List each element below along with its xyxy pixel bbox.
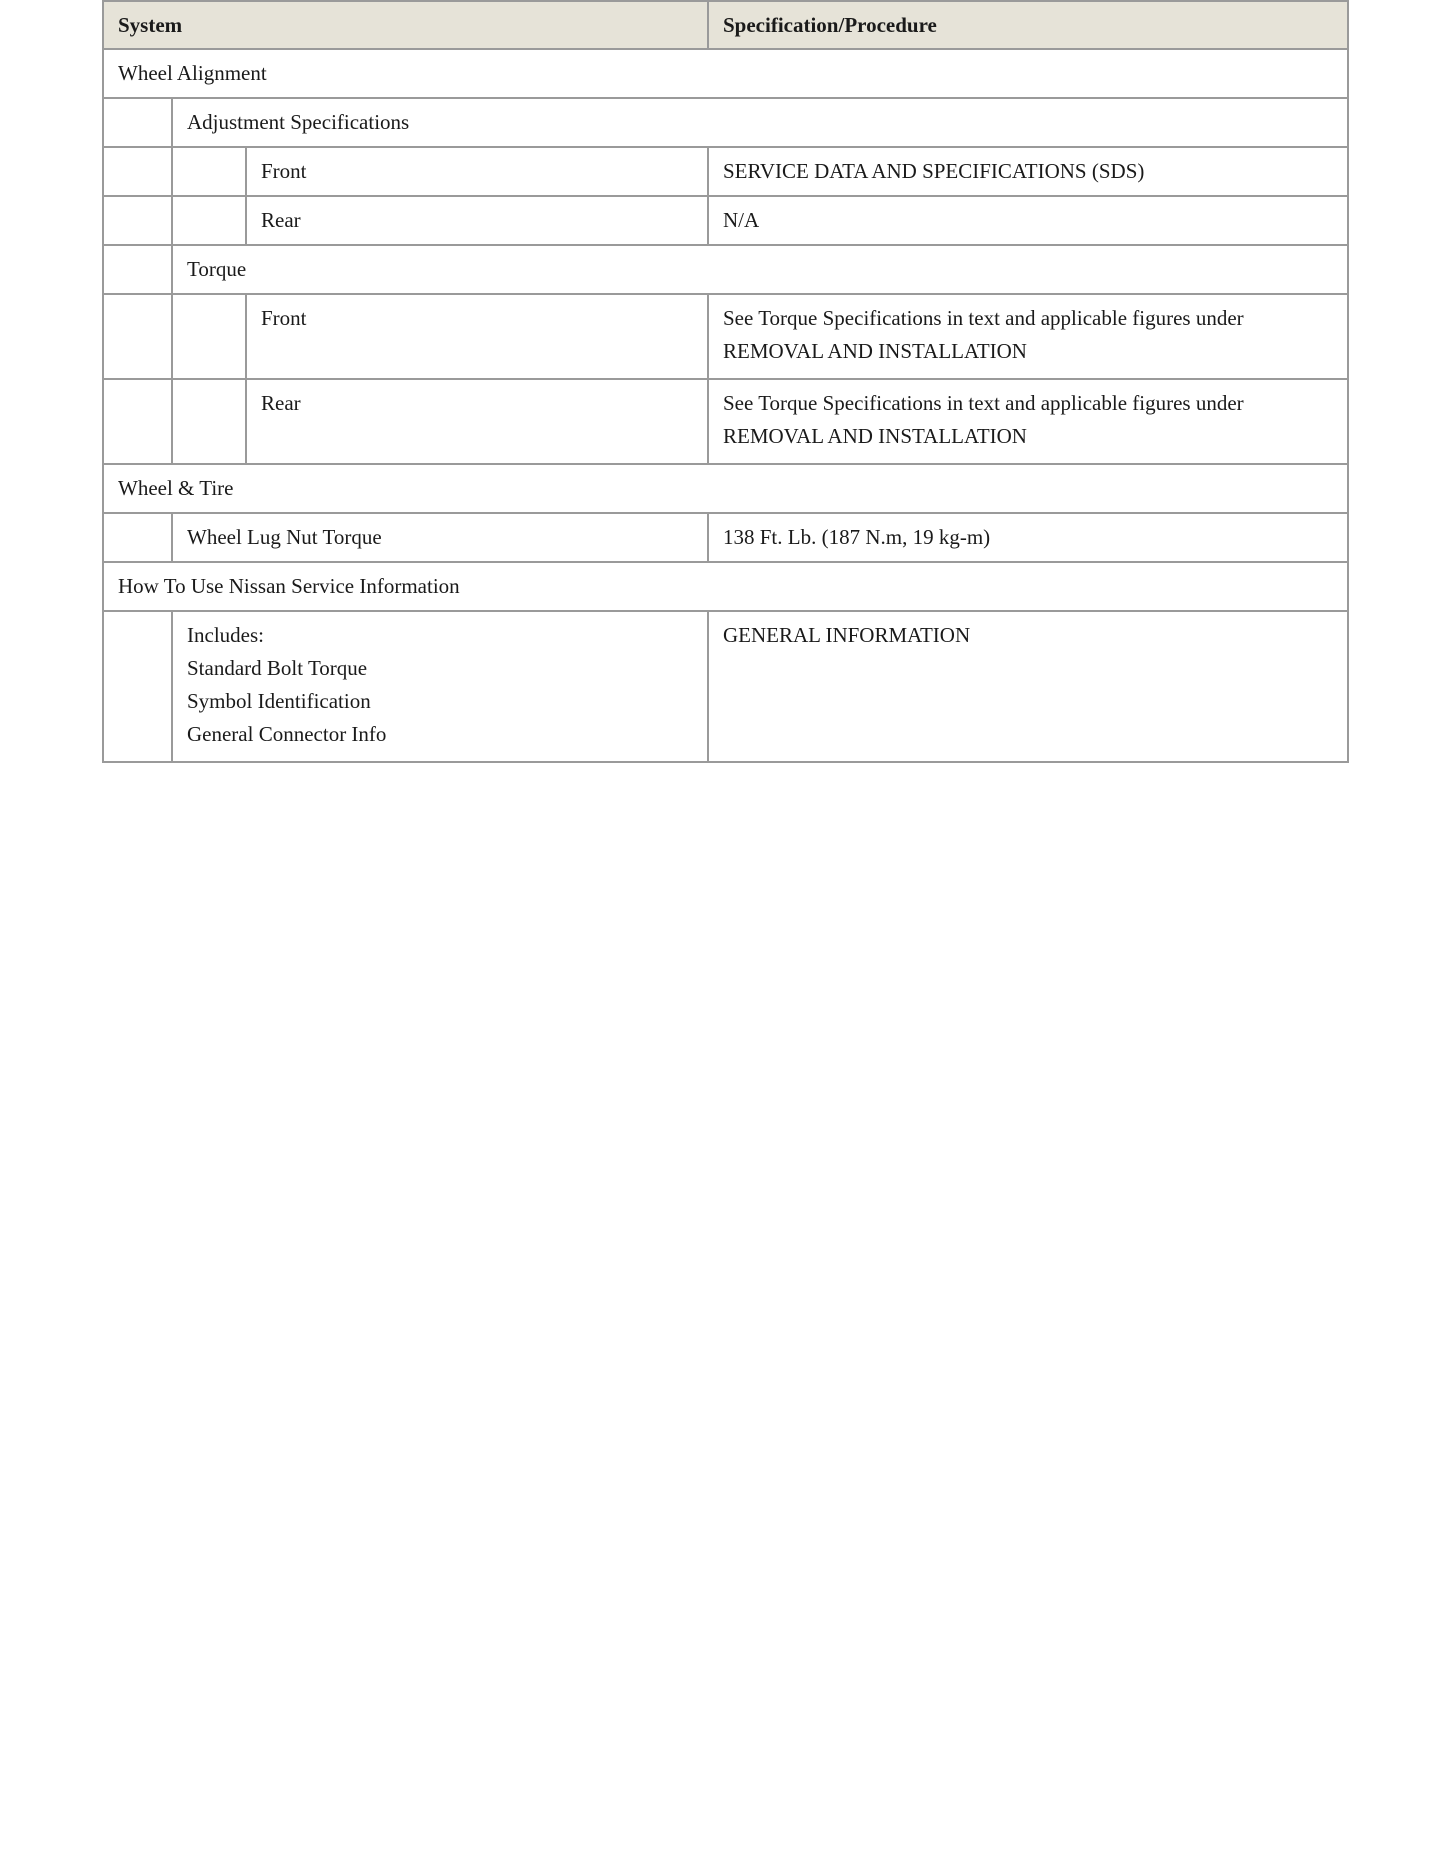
section-wheel-tire: Wheel & Tire	[103, 464, 1348, 513]
table-row	[103, 245, 1348, 294]
indent-cell	[103, 379, 172, 464]
indent-cell	[172, 147, 246, 196]
item-spec: SERVICE DATA AND SPECIFICATIONS (SDS)	[708, 147, 1348, 196]
table-row	[103, 562, 1348, 611]
table-row	[103, 464, 1348, 513]
section-wheel-alignment: Wheel Alignment	[103, 49, 1348, 98]
indent-cell	[172, 294, 246, 379]
item-spec: N/A	[708, 196, 1348, 245]
table-row	[103, 294, 1348, 379]
includes-line: General Connector Info	[187, 722, 387, 746]
item-label: Front	[246, 147, 708, 196]
indent-cell	[103, 98, 172, 147]
indent-cell	[172, 379, 246, 464]
header-specification-procedure: Specification/Procedure	[708, 1, 1348, 49]
indent-cell	[103, 513, 172, 562]
table-row	[103, 379, 1348, 464]
item-label: Wheel Lug Nut Torque	[172, 513, 708, 562]
spec-line: REMOVAL AND INSTALLATION	[723, 339, 1027, 363]
item-spec	[708, 379, 1348, 464]
spec-line: See Torque Specifications in text and applicable figures under	[723, 391, 1244, 415]
includes-list	[172, 611, 708, 762]
indent-cell	[103, 611, 172, 762]
item-label: Rear	[246, 196, 708, 245]
section-nissan-service-info: How To Use Nissan Service Information	[103, 562, 1348, 611]
table-row	[103, 98, 1348, 147]
indent-cell	[172, 196, 246, 245]
item-spec: 138 Ft. Lb. (187 N.m, 19 kg-m)	[708, 513, 1348, 562]
indent-cell	[103, 294, 172, 379]
table-row	[103, 196, 1348, 245]
subsection-torque: Torque	[172, 245, 1348, 294]
table-row	[103, 147, 1348, 196]
table-row	[103, 611, 1348, 762]
item-label: Rear	[246, 379, 708, 464]
includes-line: Symbol Identification	[187, 689, 371, 713]
item-spec	[708, 294, 1348, 379]
item-label: Front	[246, 294, 708, 379]
table-header-row	[103, 1, 1348, 49]
spec-line: REMOVAL AND INSTALLATION	[723, 424, 1027, 448]
includes-line: Includes:	[187, 623, 264, 647]
indent-cell	[103, 196, 172, 245]
header-system: System	[103, 1, 708, 49]
specification-table	[102, 0, 1349, 763]
indent-cell	[103, 245, 172, 294]
spec-line: See Torque Specifications in text and applicable figures under	[723, 306, 1244, 330]
table-row	[103, 49, 1348, 98]
item-spec: GENERAL INFORMATION	[708, 611, 1348, 762]
includes-line: Standard Bolt Torque	[187, 656, 368, 680]
subsection-adjustment-specifications: Adjustment Specifications	[172, 98, 1348, 147]
indent-cell	[103, 147, 172, 196]
table-row	[103, 513, 1348, 562]
